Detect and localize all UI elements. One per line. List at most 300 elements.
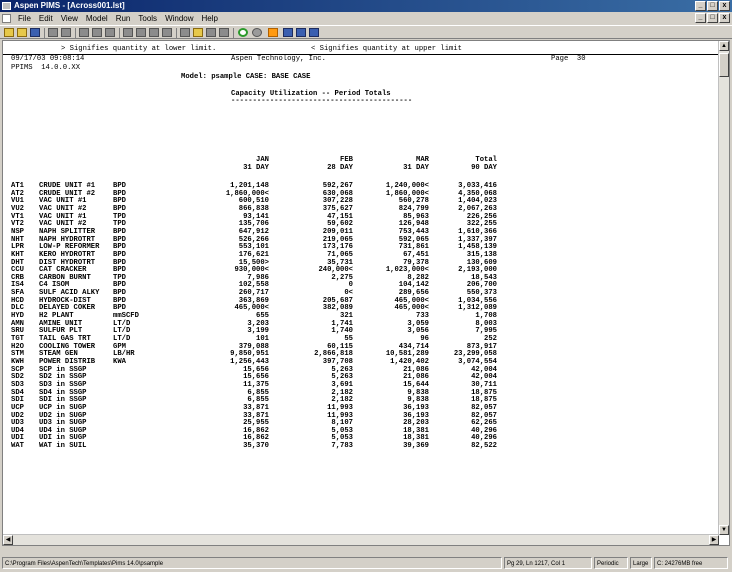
row-code: SD3 [11, 380, 24, 389]
row-code: VU2 [11, 204, 24, 213]
row-unit-name: VAC UNIT #1 [39, 212, 87, 221]
status-size: Large [630, 557, 652, 569]
row-code: H2O [11, 342, 24, 351]
row-value: 67,451 [403, 250, 429, 259]
row-value: 592,267 [322, 182, 353, 190]
row-unit-name: UDI in SUGP [39, 434, 87, 443]
company-name: Aspen Technology, Inc. [231, 55, 326, 63]
save-icon[interactable] [30, 28, 40, 37]
row-value: 1,023,000< [385, 266, 429, 275]
row-value: 1,201,148 [230, 182, 269, 190]
row-unit-name: C4 ISOM [39, 281, 70, 290]
row-value: 526,266 [238, 235, 269, 244]
row-value: 18,543 [471, 273, 497, 282]
column-header-jan: JAN [256, 156, 269, 164]
row-value: 39,369 [403, 442, 429, 451]
row-value: 655 [256, 312, 269, 321]
row-value: 1,708 [475, 312, 497, 321]
row-unit-name: SULFUR PLT [39, 327, 83, 336]
close-button[interactable]: x [719, 1, 730, 11]
horizontal-scrollbar[interactable] [3, 534, 719, 545]
row-unit-name: SD3 in SSGP [39, 380, 87, 389]
row-value: 600,510 [238, 197, 269, 206]
model-tree-icon[interactable] [180, 28, 190, 37]
row-value: 363,869 [238, 296, 269, 305]
row-value: 1,312,089 [458, 304, 497, 313]
row-code: LPR [11, 243, 24, 252]
row-value: 2,866,818 [314, 350, 353, 359]
menu-file[interactable]: File [18, 14, 31, 23]
row-uom: KWA [113, 357, 126, 366]
toolbar-separator [44, 28, 45, 38]
row-value: 1,610,366 [458, 227, 497, 236]
scroll-down-arrow-icon[interactable]: ▼ [719, 525, 729, 535]
row-code: AT1 [11, 182, 24, 190]
title-bar[interactable] [0, 0, 732, 12]
row-code: WAT [11, 442, 24, 451]
row-code: SRU [11, 327, 24, 336]
row-value: 101 [256, 335, 269, 343]
row-value: 130,609 [466, 258, 497, 267]
row-code: UCP [11, 403, 24, 412]
row-value: 0 [348, 281, 353, 290]
row-unit-name: POWER DISTRIB [39, 357, 96, 366]
row-value: 375,627 [322, 204, 353, 213]
row-value: 33,871 [243, 411, 269, 420]
row-value: 5,053 [331, 434, 353, 443]
model-case: Model: psample CASE: BASE CASE [181, 73, 311, 81]
report-view[interactable] [2, 40, 730, 546]
row-value: 2,275 [331, 273, 353, 282]
row-value: 62,265 [471, 419, 497, 428]
row-value: 1,420,402 [390, 357, 429, 366]
doc-close-button[interactable]: x [719, 13, 730, 23]
row-value: 30,711 [471, 380, 497, 389]
scroll-left-arrow-icon[interactable]: ◀ [3, 535, 13, 545]
row-unit-name: H2 PLANT [39, 312, 74, 321]
row-unit-name: CRUDE UNIT #2 [39, 189, 96, 198]
row-value: 1,404,023 [458, 197, 497, 206]
report-icon[interactable] [268, 28, 278, 37]
row-code: AMN [11, 319, 24, 328]
row-value: 1,337,397 [458, 235, 497, 244]
row-value: 11,375 [243, 380, 269, 389]
row-uom: LT/D [113, 327, 131, 336]
row-unit-name: DIST HYDROTRT [39, 258, 96, 267]
stop-icon[interactable] [252, 28, 262, 37]
sort-icon[interactable] [149, 28, 159, 37]
row-unit-name: UCP in SUGP [39, 403, 87, 412]
lower-limit-note: > Signifies quantity at lower limit. [61, 45, 217, 53]
row-value: 873,917 [466, 342, 497, 351]
row-unit-name: NAPH SPLITTER [39, 227, 96, 236]
print-icon[interactable] [48, 28, 58, 37]
row-value: 173,176 [322, 243, 353, 252]
row-value: 465,000< [394, 304, 429, 313]
status-disk: C: 24276MB free [654, 557, 728, 569]
toolbar-separator [119, 28, 120, 38]
row-value: 465,000< [394, 296, 429, 305]
row-value: 3,033,416 [458, 182, 497, 190]
menu-bar [0, 12, 732, 25]
open-folder-icon[interactable] [17, 28, 27, 37]
row-unit-name: UD4 in SUGP [39, 426, 87, 435]
column-days-feb: 28 DAY [327, 164, 353, 172]
section-underline: ------------------------------------------ [231, 97, 413, 105]
row-value: 135,706 [238, 220, 269, 229]
row-value: 3,074,554 [458, 357, 497, 366]
row-value: 36,193 [403, 403, 429, 412]
row-value: 219,065 [322, 235, 353, 244]
report-datetime: 09/17/03 09:08:14 [11, 55, 85, 63]
row-value: 82,057 [471, 403, 497, 412]
row-value: 550,373 [466, 289, 497, 298]
vertical-scrollbar[interactable] [718, 41, 729, 535]
row-code: UDI [11, 434, 24, 443]
row-value: 434,714 [398, 342, 429, 351]
row-value: 18,381 [403, 426, 429, 435]
row-value: 866,838 [238, 204, 269, 213]
row-value: 3,056 [407, 327, 429, 336]
row-value: 4,350,068 [458, 189, 497, 198]
row-unit-name: SD4 in SSGP [39, 388, 87, 397]
row-value: 1,860,000< [385, 189, 429, 198]
row-code: HYD [11, 312, 24, 321]
toolbar-separator [176, 28, 177, 38]
menu-help[interactable]: Help [201, 14, 218, 23]
row-value: 6,855 [247, 396, 269, 405]
row-value: 465,000< [234, 304, 269, 313]
row-code: NHT [11, 235, 24, 244]
doc-restore-button[interactable]: □ [707, 13, 718, 23]
row-uom: BPD [113, 227, 126, 236]
row-value: 35,731 [327, 258, 353, 267]
row-value: 42,004 [471, 365, 497, 374]
pims-version: PPIMS 14.0.0.XX [11, 64, 81, 72]
replace-icon[interactable] [136, 28, 146, 37]
row-value: 8,282 [407, 273, 429, 282]
row-value: 9,850,951 [230, 350, 269, 359]
row-value: 1,240,000< [385, 182, 429, 190]
row-value: 240,000< [318, 266, 353, 275]
row-unit-name: STEAM GEN [39, 350, 78, 359]
row-uom: BPD [113, 182, 126, 190]
row-unit-name: SD2 in SSGP [39, 373, 87, 382]
row-value: 40,296 [471, 426, 497, 435]
row-value: 33,871 [243, 403, 269, 412]
tools-icon[interactable] [206, 28, 216, 37]
row-value: 36,193 [403, 411, 429, 420]
row-code: DLC [11, 304, 24, 313]
wand-icon[interactable] [219, 28, 229, 37]
toolbar-separator [75, 28, 76, 38]
row-unit-name: SCP in SSGP [39, 365, 87, 374]
menu-edit[interactable]: Edit [38, 14, 53, 23]
row-value: 102,558 [238, 281, 269, 290]
row-uom: TPD [113, 220, 126, 229]
row-value: 3,691 [331, 380, 353, 389]
row-value: 0< [344, 289, 353, 298]
row-uom: LB/HR [113, 350, 135, 359]
row-uom: BPD [113, 235, 126, 244]
row-value: 1,741 [331, 319, 353, 328]
row-value: 592,065 [398, 235, 429, 244]
row-value: 322,255 [466, 220, 497, 229]
menu-tools[interactable]: Tools [138, 14, 158, 23]
row-value: 23,299,058 [453, 350, 497, 359]
menu-window[interactable]: Window [165, 14, 194, 23]
row-value: 55 [344, 335, 353, 343]
row-value: 82,522 [471, 442, 497, 451]
row-value: 11,993 [327, 403, 353, 412]
row-value: 60,115 [327, 342, 353, 351]
row-code: NSP [11, 227, 24, 236]
row-value: 824,799 [398, 204, 429, 213]
status-bar [0, 556, 732, 570]
row-value: 40,296 [471, 434, 497, 443]
row-value: 18,875 [471, 396, 497, 405]
row-code: VT2 [11, 220, 24, 229]
column-header-mar: MAR [416, 156, 429, 164]
window-title: Aspen PIMS - [Across001.lst] [14, 1, 125, 10]
row-value: 209,011 [322, 227, 353, 236]
minimize-button[interactable]: _ [695, 1, 706, 11]
row-value: 382,089 [322, 304, 353, 313]
row-unit-name: UD2 in SUGP [39, 411, 87, 420]
row-value: 104,142 [398, 281, 429, 290]
row-value: 93,141 [243, 212, 269, 221]
copy-icon[interactable] [92, 28, 102, 37]
row-uom: BPD [113, 296, 126, 305]
status-mode: Periodic [594, 557, 628, 569]
row-unit-name: COOLING TOWER [39, 342, 96, 351]
row-code: SD4 [11, 388, 24, 397]
row-uom: BPD [113, 250, 126, 259]
toolbar [0, 25, 732, 39]
scroll-up-arrow-icon[interactable]: ▲ [719, 41, 729, 51]
row-value: 7,783 [331, 442, 353, 451]
row-code: SCP [11, 365, 24, 374]
row-value: 8,003 [475, 319, 497, 328]
row-value: 930,000< [234, 266, 269, 275]
row-unit-name: CRUDE UNIT #1 [39, 182, 96, 190]
row-unit-name: CARBON BURNT [39, 273, 91, 282]
window-cascade-icon[interactable] [283, 28, 293, 37]
menu-run[interactable]: Run [115, 14, 131, 23]
separator-line [3, 54, 719, 55]
row-uom: LT/D [113, 335, 131, 343]
app-icon [2, 2, 11, 10]
row-uom: BPD [113, 281, 126, 290]
settings-sun-icon[interactable] [193, 28, 203, 37]
row-code: HCD [11, 296, 24, 305]
row-uom: TPD [113, 273, 126, 282]
row-value: 11,993 [327, 411, 353, 420]
row-value: 96 [420, 335, 429, 343]
row-unit-name: VAC UNIT #2 [39, 204, 87, 213]
row-value: 3,203 [247, 319, 269, 328]
window-tile-icon[interactable] [296, 28, 306, 37]
row-value: 2,182 [331, 396, 353, 405]
row-value: 553,101 [238, 243, 269, 252]
row-value: 1,860,000< [225, 189, 269, 198]
row-value: 25,955 [243, 419, 269, 428]
row-value: 731,861 [398, 243, 429, 252]
row-unit-name: DELAYED COKER [39, 304, 96, 313]
row-value: 2,193,000 [458, 266, 497, 275]
row-code: SFA [11, 289, 24, 298]
row-value: 16,862 [243, 426, 269, 435]
row-unit-name: CAT CRACKER [39, 266, 87, 275]
print-preview-icon[interactable] [61, 28, 71, 37]
row-value: 7,995 [475, 327, 497, 336]
row-code: IS4 [11, 281, 24, 290]
row-value: 560,278 [398, 197, 429, 206]
row-value: 3,059 [407, 319, 429, 328]
row-value: 733 [416, 312, 429, 321]
table-icon[interactable] [162, 28, 172, 37]
row-value: 15,656 [243, 365, 269, 374]
row-value: 2,182 [331, 388, 353, 397]
row-value: 15,656 [243, 373, 269, 382]
row-value: 206,700 [466, 281, 497, 290]
row-value: 1,256,443 [230, 357, 269, 366]
row-uom: TPD [113, 212, 126, 221]
row-value: 28,203 [403, 419, 429, 428]
maximize-button[interactable]: □ [707, 1, 718, 11]
row-value: 21,086 [403, 365, 429, 374]
row-value: 7,986 [247, 273, 269, 282]
row-value: 6,855 [247, 388, 269, 397]
row-unit-name: LOW-P REFORMER [39, 243, 100, 252]
row-value: 18,875 [471, 388, 497, 397]
row-code: KHT [11, 250, 24, 259]
status-position: Pg 29, Ln 1217, Col 1 [504, 557, 592, 569]
row-value: 630,068 [322, 189, 353, 198]
column-header-feb: FEB [340, 156, 353, 164]
row-value: 5,263 [331, 373, 353, 382]
row-value: 3,199 [247, 327, 269, 336]
row-value: 205,687 [322, 296, 353, 305]
vertical-scroll-thumb[interactable] [719, 53, 729, 77]
row-value: 10,581,289 [385, 350, 429, 359]
find-icon[interactable] [123, 28, 133, 37]
row-value: 176,621 [238, 250, 269, 259]
row-unit-name: UD3 in SUGP [39, 419, 87, 428]
row-value: 79,378 [403, 258, 429, 267]
row-value: 35,370 [243, 442, 269, 451]
row-value: 21,086 [403, 373, 429, 382]
row-unit-name: SDI in SSGP [39, 396, 87, 405]
row-uom: BPD [113, 258, 126, 267]
row-value: 9,838 [407, 396, 429, 405]
row-unit-name: NAPH HYDROTRT [39, 235, 96, 244]
row-code: CCU [11, 266, 24, 275]
section-title: Capacity Utilization -- Period Totals [231, 90, 391, 98]
row-value: 5,053 [331, 426, 353, 435]
paste-icon[interactable] [105, 28, 115, 37]
row-code: SD2 [11, 373, 24, 382]
row-value: 59,602 [327, 220, 353, 229]
scroll-right-arrow-icon[interactable]: ▶ [709, 535, 719, 545]
window-list-icon[interactable] [309, 28, 319, 37]
cut-icon[interactable] [79, 28, 89, 37]
row-code: KWH [11, 357, 24, 366]
row-code: CRB [11, 273, 24, 282]
column-days-total: 90 DAY [471, 164, 497, 172]
row-value: 82,057 [471, 411, 497, 420]
row-value: 15,500> [238, 258, 269, 267]
row-uom: GPM [113, 342, 126, 351]
column-header-total: Total [475, 156, 497, 164]
document-icon[interactable] [2, 14, 11, 23]
page-number: Page 30 [551, 55, 586, 63]
row-value: 126,948 [398, 220, 429, 229]
row-value: 1,034,556 [458, 296, 497, 305]
row-code: VT1 [11, 212, 24, 221]
row-code: AT2 [11, 189, 24, 198]
menu-view[interactable]: View [60, 14, 78, 23]
row-value: 47,151 [327, 212, 353, 221]
upper-limit-note: < Signifies quantity at upper limit [311, 45, 462, 53]
row-value: 379,088 [238, 342, 269, 351]
row-uom: LT/D [113, 319, 131, 328]
run-icon[interactable] [238, 28, 248, 37]
doc-minimize-button[interactable]: _ [695, 13, 706, 23]
row-unit-name: VAC UNIT #2 [39, 220, 87, 229]
open-icon[interactable] [4, 28, 14, 37]
row-value: 315,138 [466, 250, 497, 259]
row-value: 15,644 [403, 380, 429, 389]
row-uom: BPD [113, 204, 126, 213]
row-uom: BPD [113, 304, 126, 313]
row-unit-name: SULF ACID ALKY [39, 289, 100, 298]
row-unit-name: KERO HYDROTRT [39, 250, 96, 259]
row-value: 8,107 [331, 419, 353, 428]
row-uom: BPD [113, 243, 126, 252]
row-value: 321 [340, 312, 353, 321]
row-code: UD4 [11, 426, 24, 435]
row-unit-name: AMINE UNIT [39, 319, 83, 328]
row-value: 397,708 [322, 357, 353, 366]
row-value: 18,381 [403, 434, 429, 443]
row-value: 252 [484, 335, 497, 343]
row-value: 307,228 [322, 197, 353, 206]
row-unit-name: WAT in SUIL [39, 442, 87, 451]
column-days-jan: 31 DAY [243, 164, 269, 172]
row-code: TGT [11, 335, 24, 343]
row-code: STM [11, 350, 24, 359]
row-code: VU1 [11, 197, 24, 206]
toolbar-separator [233, 28, 234, 38]
row-value: 71,065 [327, 250, 353, 259]
row-code: UD2 [11, 411, 24, 420]
row-value: 289,656 [398, 289, 429, 298]
row-code: SDI [11, 396, 24, 405]
menu-model[interactable]: Model [85, 14, 108, 23]
row-value: 5,263 [331, 365, 353, 374]
row-unit-name: TAIL GAS TRT [39, 335, 91, 343]
row-uom: BPD [113, 189, 126, 198]
row-value: 2,067,263 [458, 204, 497, 213]
row-value: 16,862 [243, 434, 269, 443]
row-value: 1,740 [331, 327, 353, 336]
row-value: 260,717 [238, 289, 269, 298]
row-uom: mmSCFD [113, 312, 139, 321]
row-code: UD3 [11, 419, 24, 428]
row-uom: BPD [113, 197, 126, 206]
row-value: 1,458,139 [458, 243, 497, 252]
